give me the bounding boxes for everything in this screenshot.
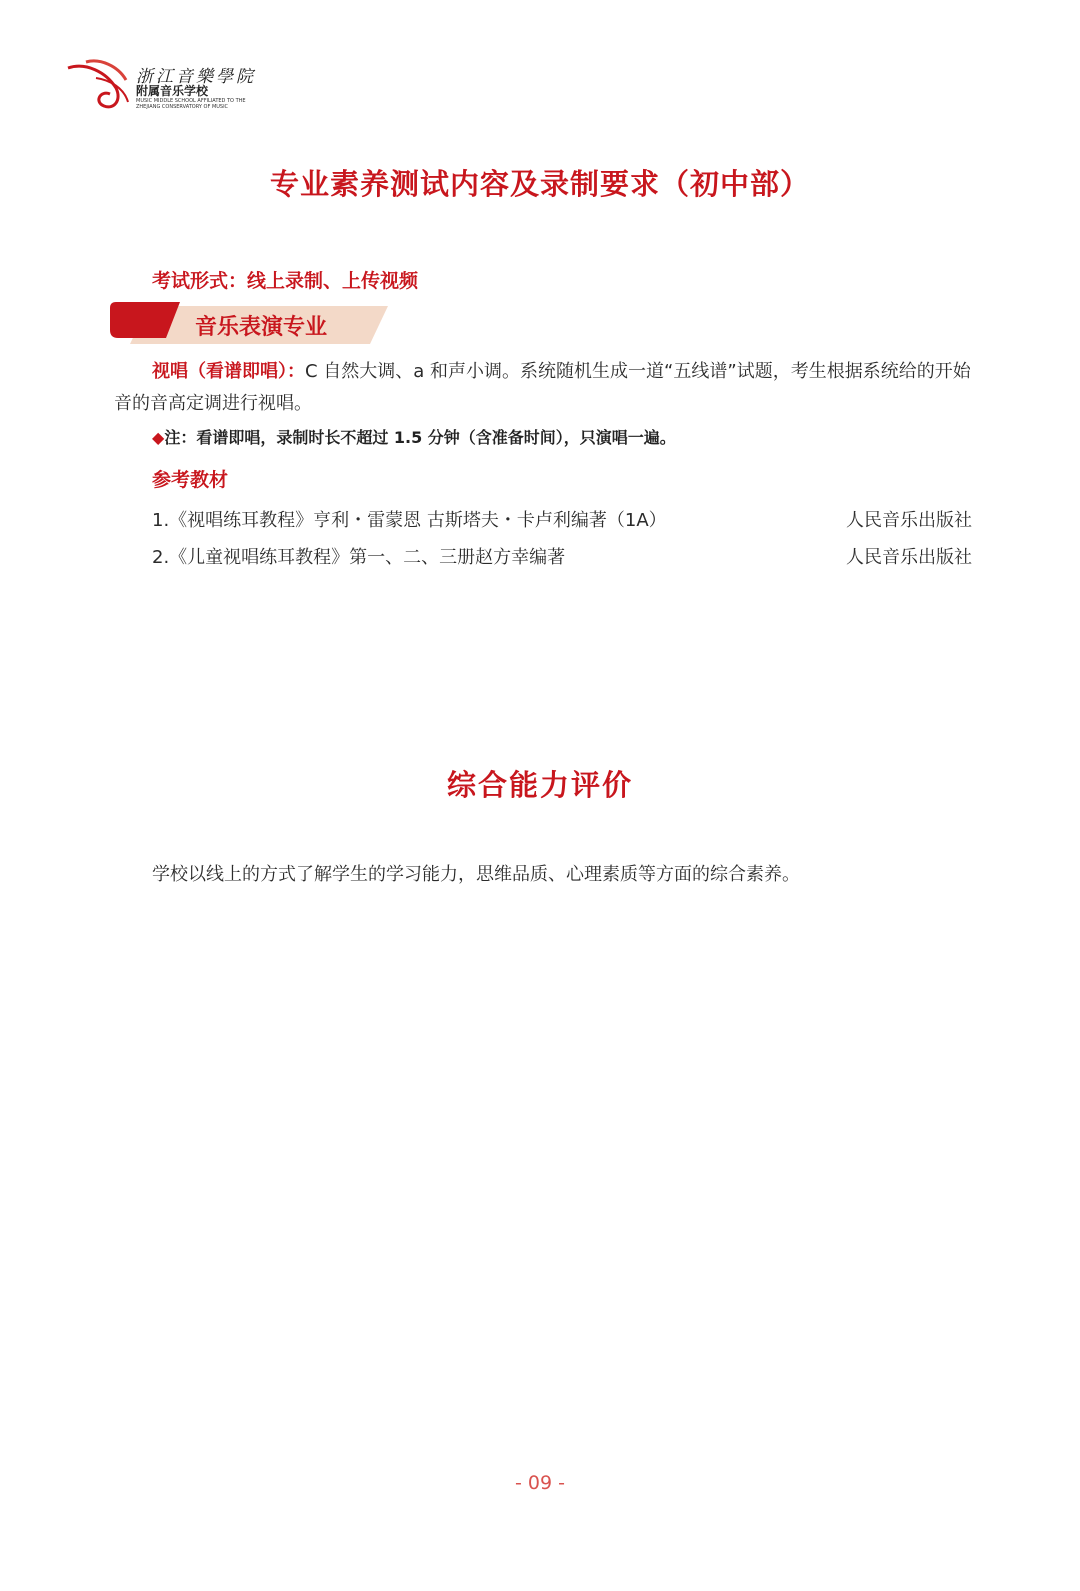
reference-title: 1.《视唱练耳教程》亨利・雷蒙恩 古斯塔夫・卡卢利编著（1A） [152,510,667,531]
logo-sub-cn: 附属音乐学校 [136,84,209,98]
page-number: - 09 - [515,1472,565,1494]
reference-item [152,506,972,532]
reference-publisher: 人民音乐出版社 [846,510,972,531]
reference-publisher: 人民音乐出版社 [846,547,972,568]
reference-item [152,543,972,569]
diamond-icon: ◆ [152,428,165,447]
sight-singing-text: C 自然大调、a 和声小调。系统随机生成一道“五线谱”试题，考生根据系统给的开始音的音高定调进行视唱。 [114,361,971,414]
reference-title: 2.《儿童视唱练耳教程》第一、二、三册赵方幸编著 [152,547,566,568]
major-name: 音乐表演专业 [195,315,328,340]
logo-name-cn: 浙江音樂學院 [136,67,256,87]
note-text: 注：看谱即唱，录制时长不超过 1.5 分钟（含准备时间），只演唱一遍。 [164,428,676,447]
page-title: 专业素养测试内容及录制要求（初中部） [269,167,810,201]
logo-sub-en: MUSIC MIDDLE SCHOOL AFFILIATED TO THE ZHEJIANG CONSERVATORY OF MUSIC [136,98,246,110]
section2-title: 综合能力评价 [446,768,633,802]
exam-format: 考试形式：线上录制、上传视频 [152,270,419,292]
references-heading: 参考教材 [152,469,229,491]
section2-text: 学校以线上的方式了解学生的学习能力，思维品质、心理素质等方面的综合素养。 [152,864,800,885]
note [152,425,676,448]
sight-singing-label: 视唱（看谱即唱）： [152,361,305,382]
sight-singing-paragraph [114,356,974,420]
